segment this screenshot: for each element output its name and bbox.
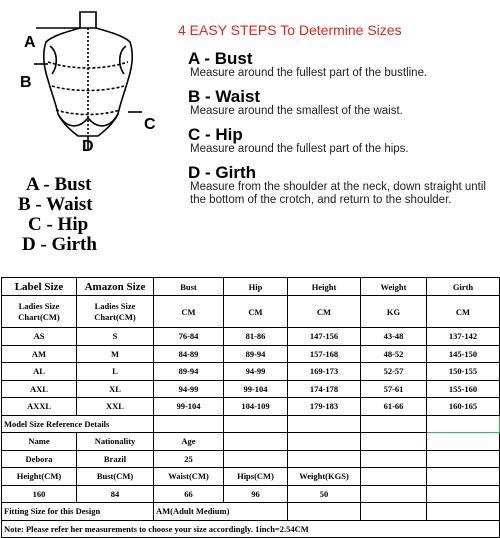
empty-cell: [288, 433, 361, 451]
model-value-cell: 25: [154, 450, 224, 468]
subheader-cell: Ladies Size Chart(CM): [77, 296, 154, 328]
fitting-size-row: [2, 503, 500, 521]
step-description: Measure around the fullest part of the bustline.: [190, 67, 428, 79]
figure-label-b: B: [20, 74, 32, 91]
measure-value-cell: 160: [2, 485, 77, 503]
model-header-cell: Age: [154, 433, 224, 451]
legend-waist: B - Waist: [18, 194, 93, 215]
header-cell: Amazon Size: [77, 278, 154, 296]
table-cell: AM: [2, 345, 77, 363]
model-title: Model Size Reference Details: [2, 415, 154, 433]
table-cell: 160-165: [427, 398, 500, 416]
table-cell: 76-84: [154, 328, 224, 346]
empty-cell: [427, 433, 500, 451]
table-cell: 150-155: [427, 363, 500, 381]
model-value-cell: Debora: [2, 450, 77, 468]
table-row: [2, 380, 500, 398]
table-cell: L: [77, 363, 154, 381]
dress-form-illustration: [18, 8, 158, 158]
empty-cell: [361, 450, 427, 468]
measurement-steps: [176, 22, 496, 215]
empty-cell: [224, 415, 288, 433]
table-cell: 169-173: [288, 363, 361, 381]
header-cell: Hip: [224, 278, 288, 296]
table-header-row: [2, 278, 500, 296]
step-heading: A - Bust: [188, 49, 253, 68]
table-cell: 61-66: [361, 398, 427, 416]
table-cell: 179-183: [288, 398, 361, 416]
measure-header-cell: Bust(CM): [77, 468, 154, 486]
step-girth: [176, 164, 496, 207]
size-chart-table: [1, 277, 500, 538]
empty-cell: [288, 415, 361, 433]
table-cell: 52-57: [361, 363, 427, 381]
table-row: [2, 345, 500, 363]
model-title-row: [2, 415, 500, 433]
steps-title: 4 EASY STEPS To Determine Sizes: [178, 22, 402, 38]
empty-cell: [288, 503, 361, 521]
model-values-row: [2, 450, 500, 468]
measure-header-row: [2, 468, 500, 486]
empty-cell: [427, 485, 500, 503]
table-cell: 104-109: [224, 398, 288, 416]
table-cell: AXL: [2, 380, 77, 398]
empty-cell: [224, 450, 288, 468]
table-cell: 94-99: [154, 380, 224, 398]
legend-girth: D - Girth: [22, 234, 97, 255]
empty-cell: [361, 503, 427, 521]
step-heading: C - Hip: [188, 125, 243, 144]
empty-cell: [224, 433, 288, 451]
table-cell: 84-89: [154, 345, 224, 363]
measure-header-cell: Hips(CM): [224, 468, 288, 486]
table-cell: 43-48: [361, 328, 427, 346]
measure-value-cell: 50: [288, 485, 361, 503]
table-cell: 89-94: [224, 345, 288, 363]
step-description: Measure around the smallest of the waist.: [190, 105, 403, 117]
table-cell: 48-52: [361, 345, 427, 363]
model-header-cell: Name: [2, 433, 77, 451]
table-cell: AL: [2, 363, 77, 381]
table-cell: 147-156: [288, 328, 361, 346]
model-value-cell: Brazil: [77, 450, 154, 468]
model-header-cell: Nationality: [77, 433, 154, 451]
legend-bust: A - Bust: [26, 174, 92, 195]
table-cell: S: [77, 328, 154, 346]
figure-label-d: D: [82, 138, 94, 155]
table-cell: XXL: [77, 398, 154, 416]
empty-cell: [361, 468, 427, 486]
step-description: Measure around the fullest part of the hips.: [190, 143, 409, 155]
measure-value-cell: 96: [224, 485, 288, 503]
fitting-size-label: Fitting Size for this Design: [2, 503, 154, 521]
table-cell: AS: [2, 328, 77, 346]
note-row: [2, 520, 500, 538]
step-heading: D - Girth: [188, 163, 256, 182]
subheader-cell: KG: [361, 296, 427, 328]
header-cell: Height: [288, 278, 361, 296]
figure-label-c: C: [144, 116, 156, 133]
step-description: Measure from the shoulder at the neck, down straight until the bottom of the crotch, and return to the shoulder.: [190, 181, 486, 206]
empty-cell: [427, 503, 500, 521]
step-bust: [176, 50, 496, 80]
empty-cell: [361, 433, 427, 451]
measure-header-cell: Height(CM): [2, 468, 77, 486]
table-cell: XL: [77, 380, 154, 398]
step-heading: B - Waist: [188, 87, 261, 106]
empty-cell: [361, 485, 427, 503]
header-cell: Bust: [154, 278, 224, 296]
table-row: [2, 363, 500, 381]
empty-cell: [361, 415, 427, 433]
step-waist: [176, 88, 496, 118]
table-cell: 99-104: [154, 398, 224, 416]
dress-form-icon: [18, 8, 158, 158]
table-cell: 89-94: [154, 363, 224, 381]
subheader-cell: CM: [288, 296, 361, 328]
table-cell: 137-142: [427, 328, 500, 346]
empty-cell: [154, 415, 224, 433]
table-cell: M: [77, 345, 154, 363]
measure-value-cell: 84: [77, 485, 154, 503]
header-cell: Girth: [427, 278, 500, 296]
measure-value-cell: 66: [154, 485, 224, 503]
subheader-cell: CM: [224, 296, 288, 328]
empty-cell: [288, 450, 361, 468]
header-cell: Weight: [361, 278, 427, 296]
table-cell: 99-104: [224, 380, 288, 398]
measure-header-cell: Waist(CM): [154, 468, 224, 486]
table-cell: 157-168: [288, 345, 361, 363]
step-hip: [176, 126, 496, 156]
table-cell: AXXL: [2, 398, 77, 416]
selected-cell[interactable]: [427, 415, 500, 433]
table-cell: 94-99: [224, 363, 288, 381]
legend-hip: C - Hip: [28, 214, 89, 235]
measurement-legend: [18, 175, 168, 255]
fitting-size-value: AM(Adult Medium): [154, 503, 288, 521]
subheader-cell: CM: [154, 296, 224, 328]
table-cell: 81-86: [224, 328, 288, 346]
size-note: Note: Please refer her measurements to choose your size accordingly. 1inch=2.54CM: [2, 520, 500, 538]
subheader-cell: Ladies Size Chart(CM): [2, 296, 77, 328]
subheader-cell: CM: [427, 296, 500, 328]
model-header-row: [2, 433, 500, 451]
table-subheader-row: [2, 296, 500, 328]
table-cell: 155-160: [427, 380, 500, 398]
measure-values-row: [2, 485, 500, 503]
table-row: [2, 398, 500, 416]
figure-label-a: A: [24, 34, 36, 51]
empty-cell: [427, 468, 500, 486]
header-cell: Label Size: [2, 278, 77, 296]
empty-cell: [427, 450, 500, 468]
table-cell: 145-150: [427, 345, 500, 363]
table-cell: 174-178: [288, 380, 361, 398]
measure-header-cell: Weight(KGS): [288, 468, 361, 486]
table-row: [2, 328, 500, 346]
table-cell: 57-61: [361, 380, 427, 398]
